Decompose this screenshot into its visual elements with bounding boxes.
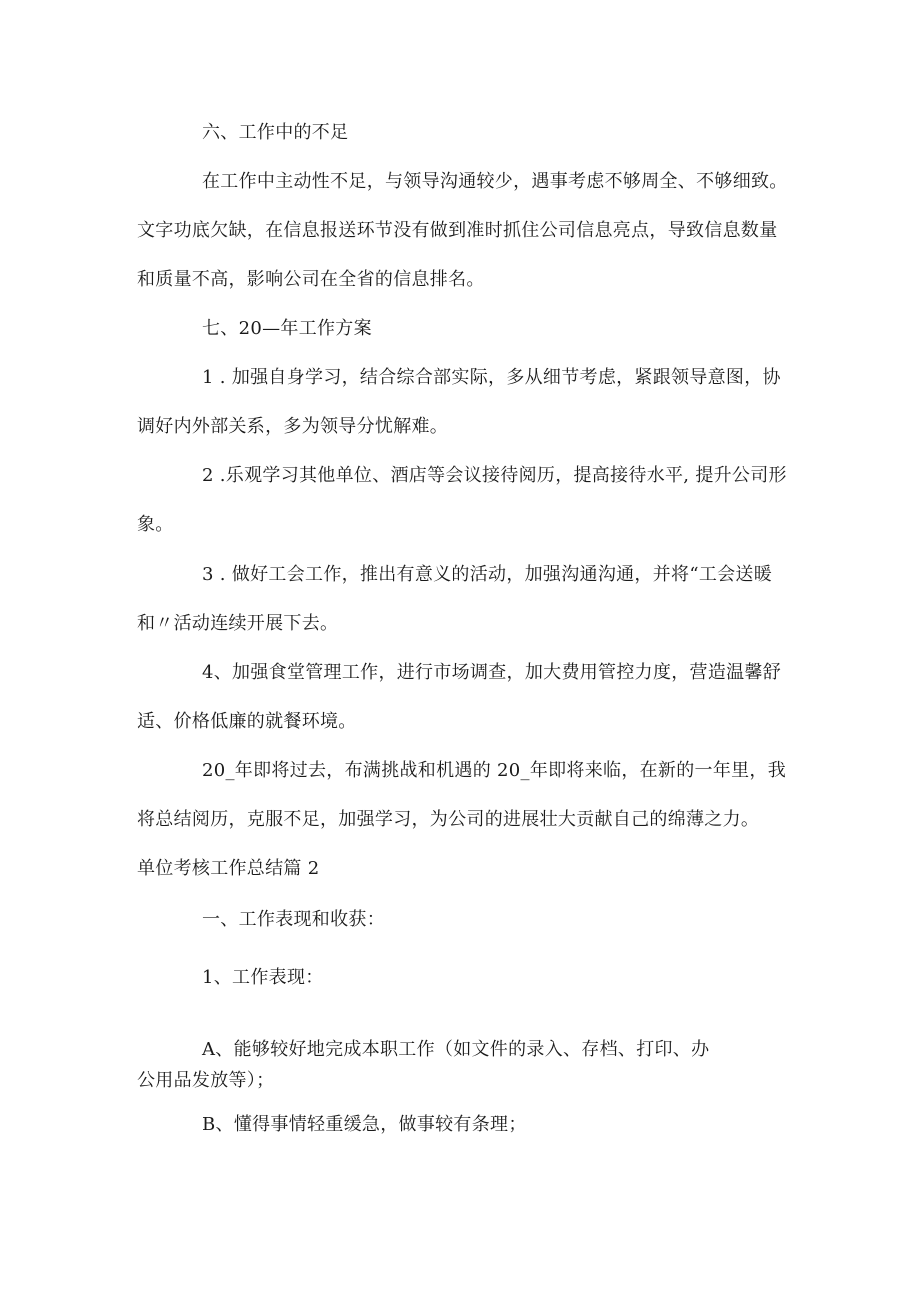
- part2-title: 单位考核工作总结篇 2: [137, 858, 320, 879]
- part2-heading-1: 一、工作表现和收获：: [202, 909, 385, 930]
- section6-para-line-3: 和质量不高，影响公司在全省的信息排名。: [137, 269, 485, 290]
- section7-item1-line-2: 调好内外部关系，多为领导分忧解难。: [137, 416, 449, 437]
- section7-item3-line-2: 和〃活动连续开展下去。: [137, 613, 339, 634]
- section7-item1-line-1: 1 . 加强自身学习，结合综合部实际，多从细节考虑，紧跟领导意图，协: [202, 367, 781, 388]
- section7-item3-line-1: 3 . 做好工会工作，推出有意义的活动，加强沟通沟通，并将“工会送暖: [202, 564, 773, 585]
- section7-item2-line-1: 2 .乐观学习其他单位、酒店等会议接待阅历，提高接待水平, 提升公司形: [202, 465, 787, 486]
- section6-para-line-1: 在工作中主动性不足，与领导沟通较少，遇事考虑不够周全、不够细致。: [202, 171, 788, 192]
- section6-heading: 六、工作中的不足: [202, 122, 349, 143]
- item-b: B、懂得事情轻重缓急，做事较有条理；: [202, 1114, 527, 1135]
- section7-item4-line-1: 4、加强食堂管理工作，进行市场调查，加大费用管控力度，营造温馨舒: [202, 662, 782, 683]
- section6-para-line-2: 文字功底欠缺，在信息报送环节没有做到准时抓住公司信息亮点，导致信息数量: [137, 220, 778, 241]
- closing-line-1: 20_年即将过去，布满挑战和机遇的 20_年即将来临，在新的一年里，我: [202, 760, 787, 781]
- section7-item4-line-2: 适、价格低廉的就餐环境。: [137, 711, 357, 732]
- part2-subheading-1: 1、工作表现：: [202, 967, 324, 988]
- item-a-line-1: A、能够较好地完成本职工作（如文件的录入、存档、打印、办: [202, 1039, 710, 1060]
- closing-line-2: 将总结阅历，克服不足，加强学习，为公司的进展壮大贡献自己的绵薄之力。: [137, 809, 760, 830]
- section7-item2-line-2: 象。: [137, 514, 174, 535]
- item-a-line-2: 公用品发放等）；: [137, 1070, 275, 1091]
- section7-heading: 七、20—年工作方案: [202, 318, 372, 339]
